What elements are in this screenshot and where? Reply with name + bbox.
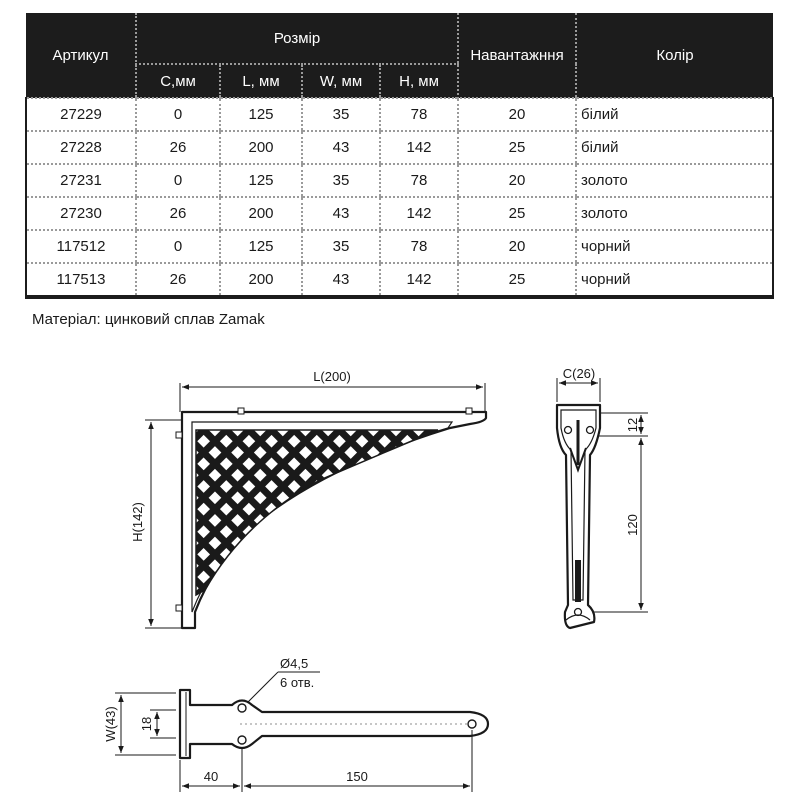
- cell-color: білий: [576, 131, 773, 164]
- cell-h: 78: [380, 164, 458, 197]
- cell-w: 35: [302, 164, 380, 197]
- cell-color: білий: [576, 98, 773, 131]
- cell-article: 117513: [26, 263, 136, 297]
- cell-w: 43: [302, 131, 380, 164]
- cell-c: 26: [136, 131, 220, 164]
- hole-diameter-label: Ø4,5: [280, 656, 309, 671]
- header-h: H, мм: [380, 64, 458, 98]
- cell-article: 27228: [26, 131, 136, 164]
- cell-load: 20: [458, 98, 576, 131]
- front-view: [557, 366, 648, 628]
- header-l: L, мм: [220, 64, 302, 98]
- mounting-hole: [238, 704, 246, 712]
- cell-h: 142: [380, 131, 458, 164]
- side-view: [130, 369, 486, 628]
- cell-color: чорний: [576, 263, 773, 297]
- c-dimension-label: C(26): [562, 366, 596, 381]
- cell-w: 35: [302, 98, 380, 131]
- material-note: Матеріал: цинковий сплав Zamak: [32, 311, 265, 328]
- cell-color: золото: [576, 164, 773, 197]
- cell-article: 27231: [26, 164, 136, 197]
- cell-article: 27229: [26, 98, 136, 131]
- cell-c: 0: [136, 98, 220, 131]
- cell-h: 78: [380, 98, 458, 131]
- cell-l: 200: [220, 131, 302, 164]
- header-size: Розмір: [136, 13, 458, 64]
- header-load: Навантажння: [458, 13, 576, 98]
- holes-count-label: 6 отв.: [280, 675, 315, 690]
- cell-w: 43: [302, 263, 380, 297]
- height-dimension-label: H(142): [130, 502, 145, 542]
- hole-spacing-dimension: 120: [625, 514, 640, 536]
- cell-load: 25: [458, 131, 576, 164]
- cell-l: 125: [220, 98, 302, 131]
- top-view: [103, 656, 488, 792]
- header-c: C,мм: [136, 64, 220, 98]
- cell-w: 35: [302, 230, 380, 263]
- cell-article: 117512: [26, 230, 136, 263]
- cell-load: 20: [458, 164, 576, 197]
- cell-l: 125: [220, 164, 302, 197]
- cell-color: чорний: [576, 230, 773, 263]
- cell-h: 142: [380, 263, 458, 297]
- lattice-infill: [190, 425, 450, 605]
- cell-l: 200: [220, 197, 302, 230]
- cell-l: 200: [220, 263, 302, 297]
- header-article: Артикул: [26, 13, 136, 98]
- width-dimension-label: W(43): [103, 706, 118, 742]
- mounting-hole: [468, 720, 476, 728]
- cell-article: 27230: [26, 197, 136, 230]
- cell-c: 0: [136, 230, 220, 263]
- cell-c: 26: [136, 197, 220, 230]
- mounting-hole: [238, 736, 246, 744]
- cell-load: 20: [458, 230, 576, 263]
- cell-h: 78: [380, 230, 458, 263]
- cell-h: 142: [380, 197, 458, 230]
- top-offset-dimension: 12: [625, 417, 640, 433]
- cell-load: 25: [458, 263, 576, 297]
- header-w: W, мм: [302, 64, 380, 98]
- cell-color: золото: [576, 197, 773, 230]
- length-dimension-label: L(200): [313, 369, 351, 384]
- span-dimension: 150: [346, 769, 368, 784]
- cell-c: 0: [136, 164, 220, 197]
- cell-l: 125: [220, 230, 302, 263]
- cell-c: 26: [136, 263, 220, 297]
- cell-load: 25: [458, 197, 576, 230]
- header-color: Колір: [576, 13, 773, 98]
- cell-w: 43: [302, 197, 380, 230]
- inner-width-dimension: 18: [139, 716, 154, 732]
- offset-dimension: 40: [203, 769, 219, 784]
